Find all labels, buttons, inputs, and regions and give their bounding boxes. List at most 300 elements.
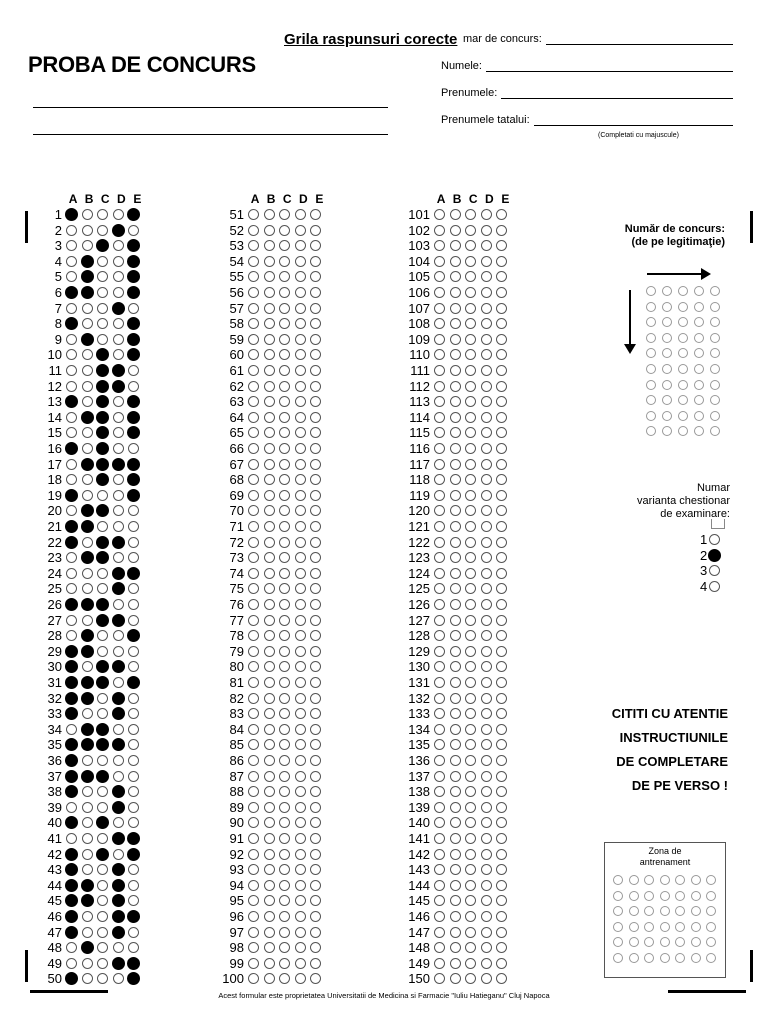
contest-digit-bubble[interactable] [694, 426, 704, 436]
answer-bubble[interactable] [434, 677, 445, 688]
answer-bubble-filled[interactable] [65, 785, 78, 798]
answer-bubble[interactable] [248, 505, 259, 516]
answer-bubble[interactable] [279, 927, 290, 938]
answer-bubble[interactable] [248, 833, 259, 844]
answer-bubble[interactable] [310, 396, 321, 407]
answer-bubble[interactable] [113, 630, 124, 641]
answer-bubble[interactable] [264, 708, 275, 719]
answer-bubble[interactable] [496, 958, 507, 969]
contest-digit-bubble[interactable] [710, 364, 720, 374]
answer-bubble[interactable] [113, 973, 124, 984]
answer-bubble[interactable] [496, 474, 507, 485]
answer-bubble-filled[interactable] [65, 317, 78, 330]
answer-bubble-filled[interactable] [127, 473, 140, 486]
answer-bubble[interactable] [481, 459, 492, 470]
answer-bubble-filled[interactable] [81, 692, 94, 705]
answer-bubble[interactable] [66, 583, 77, 594]
answer-bubble[interactable] [248, 646, 259, 657]
answer-bubble[interactable] [434, 755, 445, 766]
answer-bubble[interactable] [295, 958, 306, 969]
answer-bubble[interactable] [66, 271, 77, 282]
answer-bubble[interactable] [434, 708, 445, 719]
answer-bubble[interactable] [450, 412, 461, 423]
answer-bubble[interactable] [97, 708, 108, 719]
answer-bubble[interactable] [248, 708, 259, 719]
answer-bubble[interactable] [128, 443, 139, 454]
answer-bubble[interactable] [481, 443, 492, 454]
answer-bubble[interactable] [465, 895, 476, 906]
answer-bubble[interactable] [465, 583, 476, 594]
answer-bubble[interactable] [264, 349, 275, 360]
answer-bubble[interactable] [496, 349, 507, 360]
training-bubble[interactable] [613, 891, 623, 901]
answer-bubble[interactable] [248, 895, 259, 906]
answer-bubble[interactable] [496, 583, 507, 594]
answer-bubble[interactable] [496, 973, 507, 984]
answer-bubble[interactable] [481, 802, 492, 813]
answer-bubble[interactable] [264, 677, 275, 688]
answer-bubble[interactable] [66, 381, 77, 392]
answer-bubble[interactable] [97, 895, 108, 906]
answer-bubble[interactable] [264, 849, 275, 860]
answer-bubble[interactable] [496, 427, 507, 438]
answer-bubble[interactable] [295, 505, 306, 516]
variant-option[interactable] [700, 579, 725, 594]
answer-bubble[interactable] [264, 646, 275, 657]
answer-bubble[interactable] [434, 568, 445, 579]
answer-bubble[interactable] [450, 225, 461, 236]
answer-bubble[interactable] [465, 615, 476, 626]
contest-digit-bubble[interactable] [662, 302, 672, 312]
contest-digit-bubble[interactable] [710, 333, 720, 343]
answer-bubble[interactable] [279, 755, 290, 766]
answer-bubble[interactable] [113, 334, 124, 345]
answer-bubble[interactable] [481, 256, 492, 267]
answer-bubble[interactable] [465, 505, 476, 516]
answer-bubble[interactable] [279, 365, 290, 376]
answer-bubble[interactable] [496, 303, 507, 314]
answer-bubble[interactable] [128, 365, 139, 376]
answer-bubble[interactable] [82, 318, 93, 329]
answer-bubble[interactable] [128, 615, 139, 626]
answer-bubble[interactable] [450, 271, 461, 282]
answer-bubble[interactable] [481, 739, 492, 750]
answer-bubble[interactable] [128, 895, 139, 906]
answer-bubble[interactable] [481, 771, 492, 782]
answer-bubble[interactable] [496, 615, 507, 626]
answer-bubble[interactable] [310, 724, 321, 735]
answer-bubble[interactable] [82, 209, 93, 220]
answer-bubble[interactable] [295, 724, 306, 735]
answer-bubble[interactable] [97, 318, 108, 329]
answer-bubble-filled[interactable] [112, 302, 125, 315]
training-bubble[interactable] [629, 953, 639, 963]
answer-bubble[interactable] [434, 334, 445, 345]
answer-bubble[interactable] [66, 365, 77, 376]
answer-bubble[interactable] [97, 521, 108, 532]
answer-bubble-filled[interactable] [65, 442, 78, 455]
answer-bubble[interactable] [434, 880, 445, 891]
answer-bubble[interactable] [295, 895, 306, 906]
contest-digit-bubble[interactable] [694, 364, 704, 374]
answer-bubble[interactable] [434, 693, 445, 704]
answer-bubble[interactable] [264, 381, 275, 392]
answer-bubble[interactable] [248, 693, 259, 704]
answer-bubble[interactable] [248, 490, 259, 501]
answer-bubble[interactable] [279, 505, 290, 516]
answer-bubble-filled[interactable] [65, 489, 78, 502]
write-line-1[interactable] [33, 107, 388, 108]
answer-bubble[interactable] [465, 271, 476, 282]
answer-bubble[interactable] [465, 427, 476, 438]
answer-bubble[interactable] [279, 334, 290, 345]
answer-bubble-filled[interactable] [81, 629, 94, 642]
answer-bubble[interactable] [496, 755, 507, 766]
answer-bubble-filled[interactable] [96, 676, 109, 689]
answer-bubble[interactable] [434, 537, 445, 548]
training-bubble[interactable] [660, 953, 670, 963]
answer-bubble[interactable] [66, 256, 77, 267]
contest-digit-bubble[interactable] [678, 333, 688, 343]
answer-bubble[interactable] [295, 599, 306, 610]
answer-bubble[interactable] [113, 817, 124, 828]
answer-bubble[interactable] [128, 880, 139, 891]
answer-bubble-filled[interactable] [96, 816, 109, 829]
answer-bubble[interactable] [128, 786, 139, 797]
contest-digit-bubble[interactable] [678, 395, 688, 405]
answer-bubble[interactable] [310, 786, 321, 797]
answer-bubble[interactable] [264, 459, 275, 470]
training-bubble[interactable] [675, 937, 685, 947]
answer-bubble[interactable] [248, 615, 259, 626]
answer-bubble[interactable] [481, 209, 492, 220]
answer-bubble-filled[interactable] [65, 770, 78, 783]
answer-bubble-filled[interactable] [127, 489, 140, 502]
answer-bubble[interactable] [450, 786, 461, 797]
answer-bubble[interactable] [279, 412, 290, 423]
answer-bubble[interactable] [113, 942, 124, 953]
answer-bubble[interactable] [97, 942, 108, 953]
answer-bubble[interactable] [434, 646, 445, 657]
answer-bubble[interactable] [496, 833, 507, 844]
answer-bubble[interactable] [496, 396, 507, 407]
answer-bubble-filled[interactable] [65, 598, 78, 611]
answer-bubble-filled[interactable] [96, 660, 109, 673]
answer-bubble[interactable] [450, 537, 461, 548]
answer-bubble[interactable] [450, 568, 461, 579]
answer-bubble[interactable] [496, 537, 507, 548]
answer-bubble[interactable] [496, 849, 507, 860]
answer-bubble[interactable] [295, 817, 306, 828]
answer-bubble[interactable] [496, 864, 507, 875]
answer-bubble[interactable] [434, 833, 445, 844]
answer-bubble[interactable] [450, 240, 461, 251]
answer-bubble[interactable] [113, 505, 124, 516]
answer-bubble[interactable] [279, 287, 290, 298]
answer-bubble-filled[interactable] [65, 863, 78, 876]
answer-bubble[interactable] [481, 724, 492, 735]
answer-bubble[interactable] [113, 552, 124, 563]
answer-bubble[interactable] [434, 287, 445, 298]
answer-bubble[interactable] [481, 630, 492, 641]
answer-bubble[interactable] [310, 630, 321, 641]
answer-bubble-filled[interactable] [65, 738, 78, 751]
training-bubble[interactable] [660, 891, 670, 901]
answer-bubble[interactable] [481, 568, 492, 579]
variant-option[interactable] [700, 563, 725, 578]
answer-bubble-filled[interactable] [65, 816, 78, 829]
answer-bubble[interactable] [113, 521, 124, 532]
answer-bubble[interactable] [113, 599, 124, 610]
answer-bubble[interactable] [279, 427, 290, 438]
training-bubble[interactable] [613, 953, 623, 963]
answer-bubble[interactable] [465, 303, 476, 314]
answer-bubble[interactable] [248, 209, 259, 220]
father-name-field[interactable] [441, 114, 733, 126]
answer-bubble[interactable] [450, 771, 461, 782]
answer-bubble[interactable] [82, 833, 93, 844]
answer-bubble[interactable] [295, 459, 306, 470]
training-bubble[interactable] [675, 953, 685, 963]
answer-bubble[interactable] [279, 396, 290, 407]
answer-bubble[interactable] [97, 833, 108, 844]
answer-bubble-filled[interactable] [112, 801, 125, 814]
answer-bubble-filled[interactable] [65, 692, 78, 705]
answer-bubble-filled[interactable] [65, 520, 78, 533]
answer-bubble-filled[interactable] [127, 972, 140, 985]
answer-bubble[interactable] [295, 365, 306, 376]
answer-bubble[interactable] [279, 443, 290, 454]
training-bubble[interactable] [675, 906, 685, 916]
answer-bubble[interactable] [450, 817, 461, 828]
answer-bubble[interactable] [264, 693, 275, 704]
answer-bubble-filled[interactable] [65, 676, 78, 689]
contest-digit-bubble[interactable] [646, 317, 656, 327]
answer-bubble[interactable] [450, 677, 461, 688]
answer-bubble[interactable] [82, 303, 93, 314]
answer-bubble[interactable] [82, 225, 93, 236]
answer-bubble[interactable] [279, 225, 290, 236]
answer-bubble[interactable] [128, 708, 139, 719]
answer-bubble[interactable] [310, 505, 321, 516]
answer-bubble[interactable] [450, 334, 461, 345]
answer-bubble[interactable] [295, 864, 306, 875]
answer-bubble[interactable] [295, 474, 306, 485]
variant-bubble-filled[interactable] [708, 549, 721, 562]
answer-bubble-filled[interactable] [112, 364, 125, 377]
answer-bubble[interactable] [310, 973, 321, 984]
answer-bubble[interactable] [248, 911, 259, 922]
answer-bubble[interactable] [310, 927, 321, 938]
answer-bubble-filled[interactable] [112, 785, 125, 798]
answer-bubble[interactable] [465, 677, 476, 688]
answer-bubble[interactable] [264, 334, 275, 345]
answer-bubble-filled[interactable] [65, 645, 78, 658]
answer-bubble[interactable] [465, 771, 476, 782]
answer-bubble[interactable] [310, 693, 321, 704]
answer-bubble-filled[interactable] [81, 738, 94, 751]
answer-bubble[interactable] [450, 256, 461, 267]
answer-bubble[interactable] [310, 755, 321, 766]
answer-bubble[interactable] [248, 349, 259, 360]
answer-bubble[interactable] [450, 490, 461, 501]
answer-bubble[interactable] [66, 240, 77, 251]
answer-bubble[interactable] [264, 209, 275, 220]
answer-bubble[interactable] [264, 973, 275, 984]
answer-bubble[interactable] [481, 833, 492, 844]
answer-bubble[interactable] [310, 318, 321, 329]
contest-digit-bubble[interactable] [678, 380, 688, 390]
answer-bubble-filled[interactable] [81, 770, 94, 783]
answer-bubble[interactable] [248, 240, 259, 251]
answer-bubble[interactable] [264, 958, 275, 969]
answer-bubble[interactable] [310, 474, 321, 485]
answer-bubble[interactable] [450, 521, 461, 532]
answer-bubble[interactable] [113, 318, 124, 329]
answer-bubble[interactable] [264, 927, 275, 938]
training-bubble[interactable] [644, 891, 654, 901]
answer-bubble[interactable] [481, 427, 492, 438]
contest-digit-bubble[interactable] [710, 411, 720, 421]
answer-bubble[interactable] [128, 771, 139, 782]
answer-bubble[interactable] [310, 209, 321, 220]
answer-bubble-filled[interactable] [112, 894, 125, 907]
answer-bubble-filled[interactable] [96, 380, 109, 393]
answer-bubble[interactable] [295, 303, 306, 314]
answer-bubble[interactable] [82, 427, 93, 438]
answer-bubble[interactable] [113, 724, 124, 735]
answer-bubble[interactable] [481, 318, 492, 329]
first-name-field[interactable] [441, 87, 733, 99]
training-bubble[interactable] [613, 937, 623, 947]
answer-bubble[interactable] [248, 318, 259, 329]
answer-bubble[interactable] [465, 724, 476, 735]
contest-digit-bubble[interactable] [694, 302, 704, 312]
answer-bubble[interactable] [450, 615, 461, 626]
contest-digit-bubble[interactable] [694, 317, 704, 327]
answer-bubble[interactable] [82, 864, 93, 875]
answer-bubble[interactable] [434, 817, 445, 828]
answer-bubble[interactable] [310, 349, 321, 360]
answer-bubble[interactable] [434, 505, 445, 516]
answer-bubble[interactable] [248, 677, 259, 688]
answer-bubble-filled[interactable] [65, 879, 78, 892]
answer-bubble[interactable] [82, 583, 93, 594]
contest-digit-bubble[interactable] [646, 302, 656, 312]
answer-bubble-filled[interactable] [112, 582, 125, 595]
answer-bubble[interactable] [481, 396, 492, 407]
answer-bubble[interactable] [465, 381, 476, 392]
answer-bubble[interactable] [66, 552, 77, 563]
answer-bubble[interactable] [97, 927, 108, 938]
answer-bubble[interactable] [295, 287, 306, 298]
answer-bubble[interactable] [310, 817, 321, 828]
answer-bubble[interactable] [248, 365, 259, 376]
answer-bubble[interactable] [97, 225, 108, 236]
answer-bubble[interactable] [450, 864, 461, 875]
answer-bubble[interactable] [128, 537, 139, 548]
answer-bubble[interactable] [450, 349, 461, 360]
answer-bubble[interactable] [450, 583, 461, 594]
answer-bubble[interactable] [450, 958, 461, 969]
answer-bubble[interactable] [496, 256, 507, 267]
answer-bubble[interactable] [496, 708, 507, 719]
answer-bubble[interactable] [450, 708, 461, 719]
answer-bubble[interactable] [248, 661, 259, 672]
contest-digit-bubble[interactable] [694, 411, 704, 421]
answer-bubble[interactable] [113, 646, 124, 657]
training-bubble[interactable] [675, 875, 685, 885]
answer-bubble[interactable] [264, 771, 275, 782]
contest-digit-bubble[interactable] [678, 302, 688, 312]
answer-bubble[interactable] [465, 880, 476, 891]
answer-bubble[interactable] [496, 677, 507, 688]
answer-bubble[interactable] [97, 287, 108, 298]
answer-bubble[interactable] [496, 646, 507, 657]
answer-bubble[interactable] [113, 755, 124, 766]
answer-bubble[interactable] [310, 225, 321, 236]
answer-bubble[interactable] [310, 365, 321, 376]
contest-digit-bubble[interactable] [710, 317, 720, 327]
answer-bubble[interactable] [97, 303, 108, 314]
answer-bubble[interactable] [248, 381, 259, 392]
answer-bubble[interactable] [279, 724, 290, 735]
answer-bubble[interactable] [264, 583, 275, 594]
answer-bubble[interactable] [82, 849, 93, 860]
answer-bubble[interactable] [66, 459, 77, 470]
answer-bubble[interactable] [264, 552, 275, 563]
answer-bubble[interactable] [128, 521, 139, 532]
answer-bubble[interactable] [496, 490, 507, 501]
training-bubble[interactable] [644, 922, 654, 932]
answer-bubble[interactable] [248, 786, 259, 797]
answer-bubble-filled[interactable] [96, 426, 109, 439]
answer-bubble[interactable] [481, 505, 492, 516]
answer-bubble[interactable] [113, 443, 124, 454]
answer-bubble[interactable] [248, 521, 259, 532]
answer-bubble[interactable] [450, 942, 461, 953]
answer-bubble-filled[interactable] [112, 536, 125, 549]
answer-bubble-filled[interactable] [127, 676, 140, 689]
answer-bubble[interactable] [82, 927, 93, 938]
answer-bubble[interactable] [450, 396, 461, 407]
answer-bubble[interactable] [434, 615, 445, 626]
answer-bubble[interactable] [434, 583, 445, 594]
training-bubble[interactable] [675, 922, 685, 932]
answer-bubble[interactable] [465, 287, 476, 298]
training-bubble[interactable] [644, 906, 654, 916]
answer-bubble[interactable] [481, 817, 492, 828]
answer-bubble[interactable] [113, 427, 124, 438]
answer-bubble[interactable] [465, 849, 476, 860]
contest-digit-bubble[interactable] [678, 426, 688, 436]
answer-bubble[interactable] [434, 521, 445, 532]
answer-bubble[interactable] [82, 443, 93, 454]
answer-bubble[interactable] [128, 225, 139, 236]
answer-bubble-filled[interactable] [81, 333, 94, 346]
answer-bubble[interactable] [434, 490, 445, 501]
answer-bubble[interactable] [295, 209, 306, 220]
answer-bubble[interactable] [496, 724, 507, 735]
answer-bubble[interactable] [279, 240, 290, 251]
answer-bubble[interactable] [496, 927, 507, 938]
answer-bubble[interactable] [496, 412, 507, 423]
training-bubble[interactable] [613, 875, 623, 885]
answer-bubble[interactable] [310, 412, 321, 423]
answer-bubble[interactable] [496, 271, 507, 282]
answer-bubble[interactable] [295, 396, 306, 407]
answer-bubble[interactable] [481, 677, 492, 688]
